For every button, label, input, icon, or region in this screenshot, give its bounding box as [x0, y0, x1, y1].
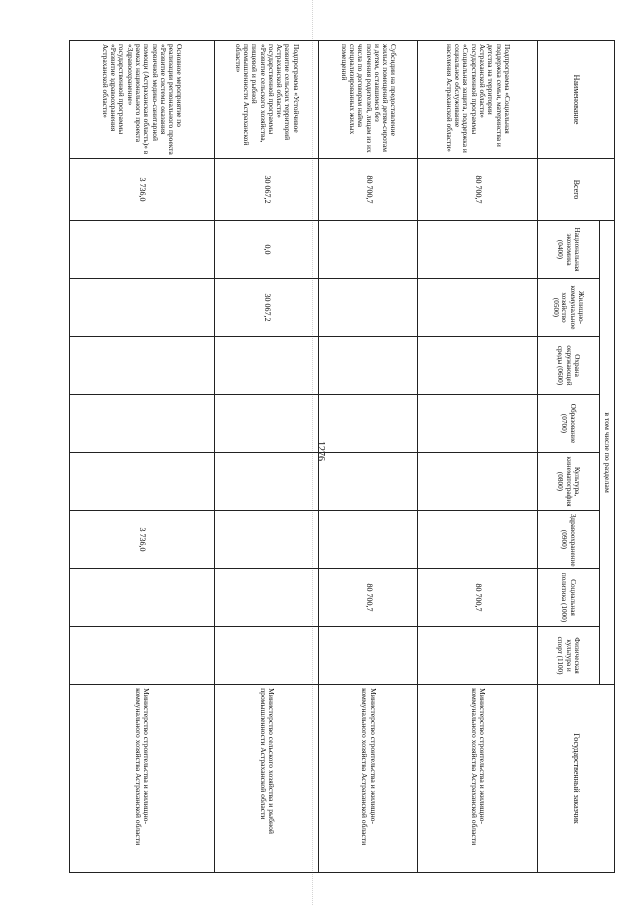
- row-cell: [70, 453, 215, 511]
- row-cell: [418, 627, 538, 685]
- row-cell: [70, 279, 215, 337]
- row-cell: [70, 221, 215, 279]
- row-cell: [319, 511, 418, 569]
- row-cell: [215, 569, 319, 627]
- table-row: [70, 41, 215, 873]
- row-cell: [418, 221, 538, 279]
- header-total: Всего: [538, 159, 615, 221]
- row-total: 3 736,0: [70, 159, 215, 221]
- header-section: Социальная политика (1000): [538, 569, 600, 627]
- header-section: Культура, кинематография (0800): [538, 453, 600, 511]
- rotated-table-wrapper: [69, 40, 615, 872]
- row-cell: [418, 337, 538, 395]
- row-total: 80 700,7: [319, 159, 418, 221]
- row-name: Субсидии на предоставление жилых помещений детям-сиротам и детям, оставшимся без попечения родителей, лицам из их числа по договорам найма специализированных жилых помещений: [319, 41, 418, 159]
- row-cell: [418, 395, 538, 453]
- row-cell: [70, 627, 215, 685]
- row-name: Подпрограмма «Устойчивое развитие сельских территорий Астраханской области» государственной программы «Развитие сельского хозяйства, пищевой и рыбной промышленности Астраханской области»: [215, 41, 319, 159]
- row-cell: [215, 511, 319, 569]
- row-customer: Министерство строительства и жилищно-коммунального хозяйства Астраханской области: [418, 685, 538, 873]
- header-section: Национальная экономика (0400): [538, 221, 600, 279]
- header-section: Жилищно-коммунальное хозяйство (0500): [538, 279, 600, 337]
- row-cell: [319, 221, 418, 279]
- row-cell: 80 700,7: [319, 569, 418, 627]
- row-cell: 0,0: [215, 221, 319, 279]
- header-sections-group: в том числе по разделам: [600, 221, 615, 685]
- row-cell: [418, 511, 538, 569]
- budget-table: [69, 40, 615, 873]
- row-cell: [319, 627, 418, 685]
- row-cell: [215, 627, 319, 685]
- row-cell: [319, 337, 418, 395]
- header-section: Образование (0700): [538, 395, 600, 453]
- row-customer: Министерство сельского хозяйства и рыбной промышленности Астраханской области: [215, 685, 319, 873]
- header-name: Наименование: [538, 41, 615, 159]
- table-row: [215, 41, 319, 873]
- header-customer: Государственный заказчик: [538, 685, 615, 873]
- row-cell: [215, 453, 319, 511]
- row-cell: 3 736,0: [70, 511, 215, 569]
- header-section: Здравоохранение (0900): [538, 511, 600, 569]
- row-cell: [215, 395, 319, 453]
- row-cell: [70, 395, 215, 453]
- header-section: Охрана окружающей среды (0600): [538, 337, 600, 395]
- row-cell: [418, 453, 538, 511]
- header-section: Физическая культура и спорт (1100): [538, 627, 600, 685]
- row-customer: Министерство строительства и жилищно-коммунального хозяйства Астраханской области: [70, 685, 215, 873]
- row-cell: [70, 569, 215, 627]
- row-cell: [319, 279, 418, 337]
- row-cell: 80 700,7: [418, 569, 538, 627]
- row-total: 80 700,7: [418, 159, 538, 221]
- row-cell: [319, 453, 418, 511]
- row-customer: Министерство строительства и жилищно-коммунального хозяйства Астраханской области: [319, 685, 418, 873]
- page-number: 1276: [315, 441, 326, 461]
- row-cell: 30 067,2: [215, 279, 319, 337]
- row-cell: [70, 337, 215, 395]
- row-cell: [215, 337, 319, 395]
- row-cell: [418, 279, 538, 337]
- row-cell: [319, 395, 418, 453]
- table-row: [418, 41, 538, 873]
- table-row: [319, 41, 418, 873]
- header-row-top: [600, 41, 615, 873]
- row-name: Основное мероприятие по реализации регионального проекта «Развитие системы оказания первичной медико-санитарной помощи (Астраханская область)» в рамках национального проекта «Здравоохранение» государственной программы «Развитие здравоохранения Астраханской области»: [70, 41, 215, 159]
- row-name: Подпрограмма «Социальная поддержка семьи, материнства и детства на территории Астраханской области» государственной программы «Социальная защита, поддержка и социальное обслуживание населения Астраханской области»: [418, 41, 538, 159]
- row-total: 30 067,2: [215, 159, 319, 221]
